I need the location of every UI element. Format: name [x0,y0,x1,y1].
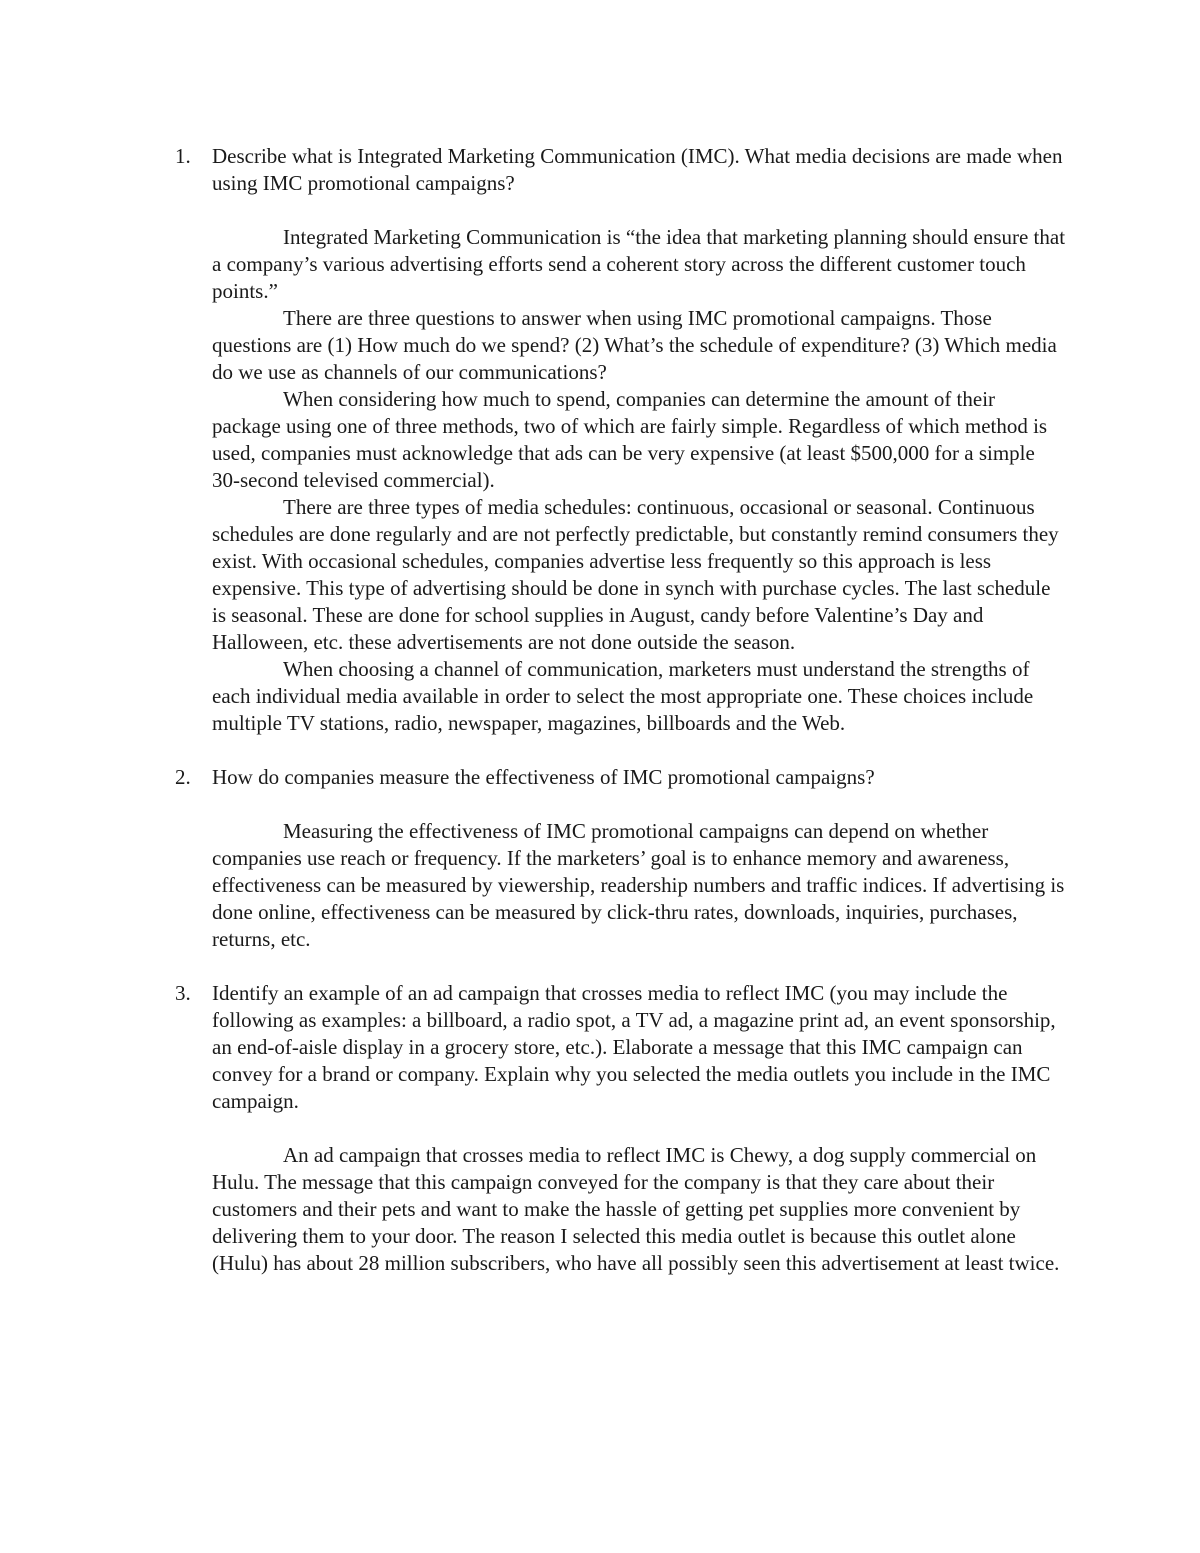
answer-paragraph: Integrated Marketing Communication is “the idea that marketing planning should ensure that a company’s various advertising efforts send a coherent story across the different customer touch points.” [212,225,1066,303]
answer-1 [212,224,1068,737]
document-body [175,143,1068,1277]
question-text: How do companies measure the effectiveness of IMC promotional campaigns? [212,765,875,789]
answer-paragraph: When considering how much to spend, companies can determine the amount of their package using one of three methods, two of which are fairly simple. Regardless of which method is used, companies must acknowledge that ads can be very expensive (at least $500,000 for a simple 30-second televised commercial). [212,387,1048,492]
question-3 [175,980,1068,1115]
answer-paragraph: There are three questions to answer when using IMC promotional campaigns. Those questions are (1) How much do we spend? (2) What’s the schedule of expenditure? (3) Which media do we use as channels of our communications? [212,306,1057,384]
question-number: 3. [175,981,191,1005]
answer-3 [212,1142,1068,1277]
answer-paragraph: When choosing a channel of communication, marketers must understand the strengths of each individual media available in order to select the most appropriate one. These choices include multiple TV stations, radio, newspaper, magazines, billboards and the Web. [212,657,1034,735]
answer-paragraph: There are three types of media schedules: continuous, occasional or seasonal. Continuous schedules are done regularly and are not perfectly predictable, but constantly remind consumers they exist. With occasional schedules, companies advertise less frequently so this approach is less expensive. This type of advertising should be done in synch with purchase cycles. The last schedule is seasonal. These are done for school supplies in August, candy before Valentine’s Day and Halloween, etc. these advertisements are not done outside the season. [212,495,1059,654]
question-number: 2. [175,765,191,789]
question-1 [175,143,1068,197]
question-2 [175,764,1068,791]
answer-2 [212,818,1068,953]
question-text: Identify an example of an ad campaign that crosses media to reflect IMC (you may include the following as examples: a billboard, a radio spot, a TV ad, a magazine print ad, an event sponsorship, an end-of-aisle display in a grocery store, etc.). Elaborate a message that this IMC campaign can convey for a brand or company. Explain why you selected the media outlets you include in the IMC campaign. [212,981,1056,1113]
answer-paragraph: An ad campaign that crosses media to reflect IMC is Chewy, a dog supply commercial on Hulu. The message that this campaign conveyed for the company is that they care about their customers and their pets and want to make the hassle of getting pet supplies more convenient by delivering them to your door. The reason I selected this media outlet is because this outlet alone (Hulu) has about 28 million subscribers, who have all possibly seen this advertisement at least twice. [212,1143,1060,1275]
question-text: Describe what is Integrated Marketing Communication (IMC). What media decisions are made when using IMC promotional campaigns? [212,144,1063,195]
answer-paragraph: Measuring the effectiveness of IMC promotional campaigns can depend on whether companies use reach or frequency. If the marketers’ goal is to enhance memory and awareness, effectiveness can be measured by viewership, readership numbers and traffic indices. If advertising is done online, effectiveness can be measured by click-thru rates, downloads, inquiries, purchases, returns, etc. [212,819,1065,951]
question-number: 1. [175,144,191,168]
